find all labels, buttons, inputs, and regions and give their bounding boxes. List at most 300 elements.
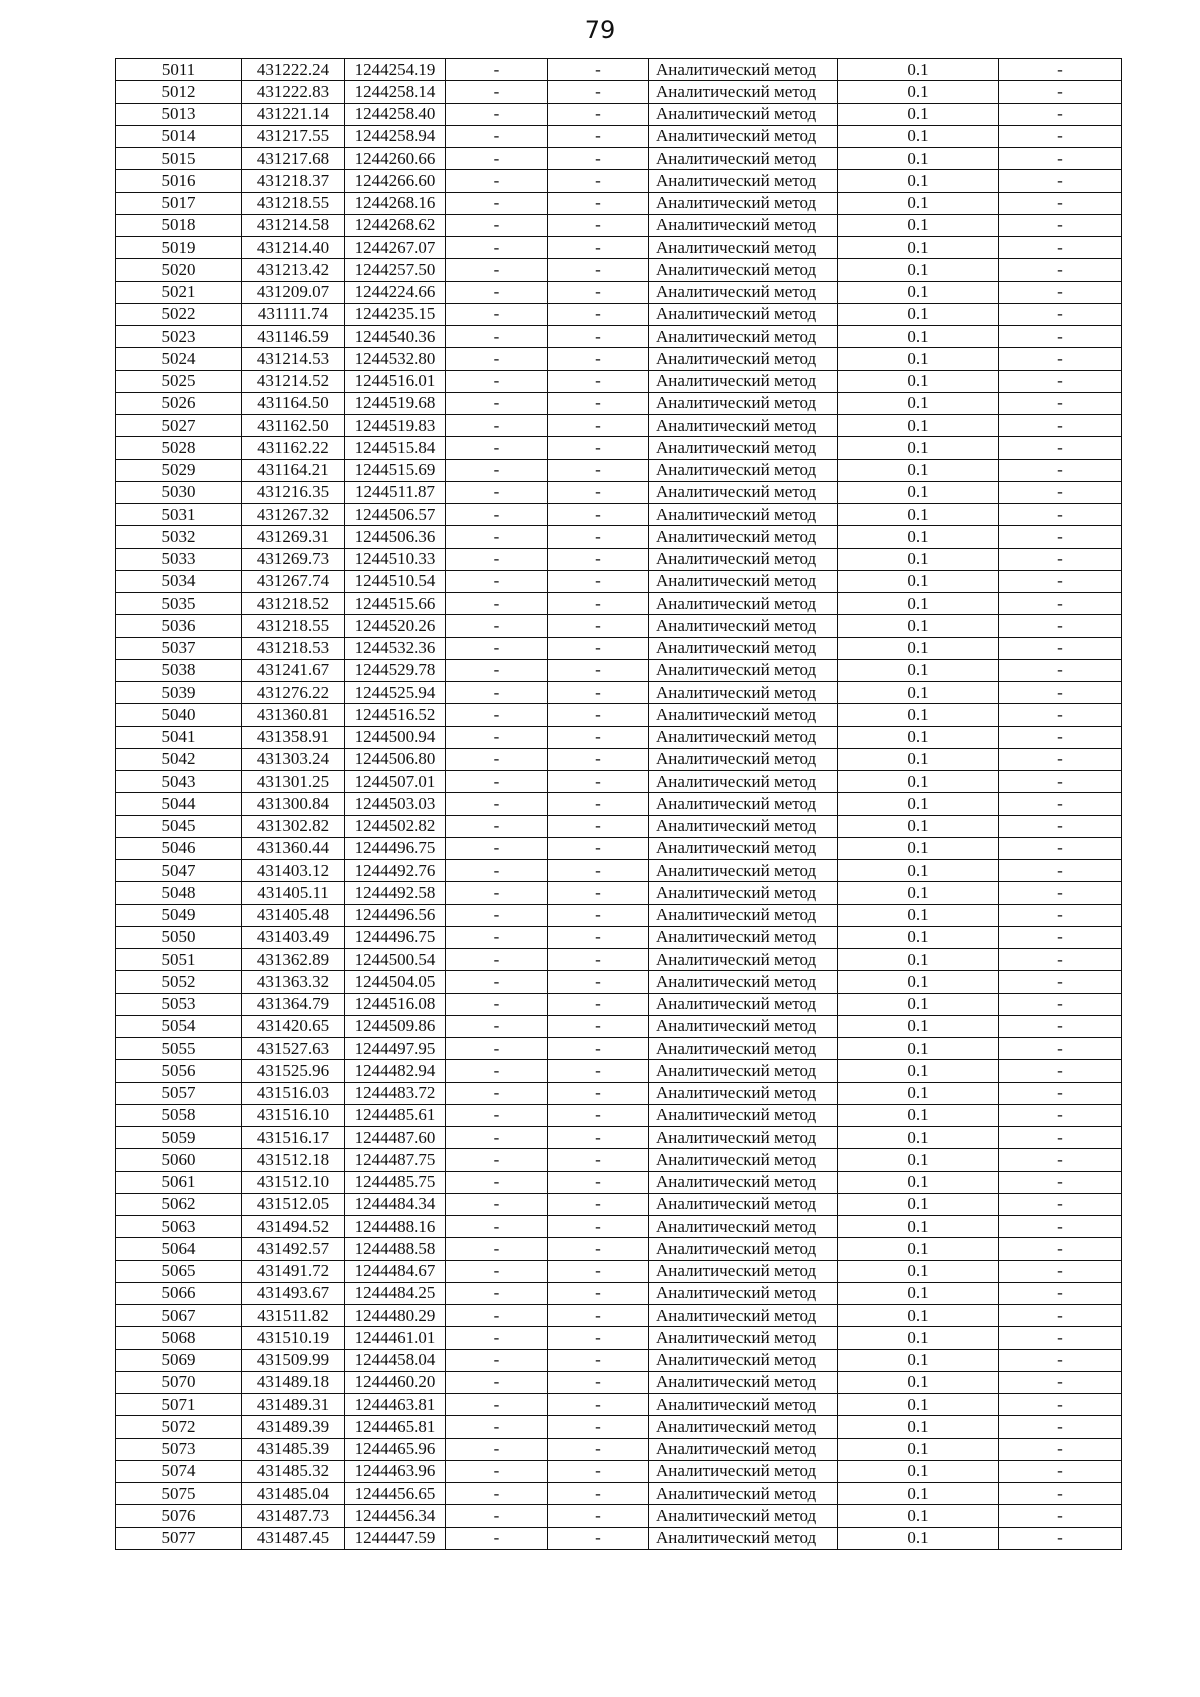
blank-value: - bbox=[548, 1483, 649, 1505]
blank-value: - bbox=[999, 659, 1122, 681]
point-number: 5023 bbox=[116, 326, 242, 348]
x-coordinate: 431516.10 bbox=[242, 1104, 345, 1126]
accuracy: 0.1 bbox=[838, 81, 999, 103]
blank-value: - bbox=[548, 1460, 649, 1482]
blank-value: - bbox=[548, 1282, 649, 1304]
accuracy: 0.1 bbox=[838, 882, 999, 904]
y-coordinate: 1244515.66 bbox=[345, 593, 446, 615]
determination-method: Аналитический метод bbox=[649, 1371, 838, 1393]
x-coordinate: 431363.32 bbox=[242, 971, 345, 993]
blank-value: - bbox=[548, 1260, 649, 1282]
x-coordinate: 431403.12 bbox=[242, 860, 345, 882]
determination-method: Аналитический метод bbox=[649, 815, 838, 837]
blank-value: - bbox=[446, 904, 548, 926]
y-coordinate: 1244485.61 bbox=[345, 1104, 446, 1126]
blank-value: - bbox=[999, 437, 1122, 459]
y-coordinate: 1244515.69 bbox=[345, 459, 446, 481]
accuracy: 0.1 bbox=[838, 1505, 999, 1527]
table-row bbox=[116, 926, 1122, 948]
accuracy: 0.1 bbox=[838, 1082, 999, 1104]
blank-value: - bbox=[999, 548, 1122, 570]
table-row bbox=[116, 125, 1122, 147]
blank-value: - bbox=[446, 1416, 548, 1438]
point-number: 5027 bbox=[116, 415, 242, 437]
accuracy: 0.1 bbox=[838, 1349, 999, 1371]
blank-value: - bbox=[548, 682, 649, 704]
x-coordinate: 431525.96 bbox=[242, 1060, 345, 1082]
y-coordinate: 1244268.62 bbox=[345, 214, 446, 236]
point-number: 5060 bbox=[116, 1149, 242, 1171]
point-number: 5048 bbox=[116, 882, 242, 904]
y-coordinate: 1244461.01 bbox=[345, 1327, 446, 1349]
blank-value: - bbox=[999, 837, 1122, 859]
accuracy: 0.1 bbox=[838, 237, 999, 259]
x-coordinate: 431302.82 bbox=[242, 815, 345, 837]
blank-value: - bbox=[548, 993, 649, 1015]
determination-method: Аналитический метод bbox=[649, 1305, 838, 1327]
table-row bbox=[116, 637, 1122, 659]
table-row bbox=[116, 1349, 1122, 1371]
accuracy: 0.1 bbox=[838, 192, 999, 214]
blank-value: - bbox=[999, 348, 1122, 370]
determination-method: Аналитический метод bbox=[649, 170, 838, 192]
x-coordinate: 431516.17 bbox=[242, 1127, 345, 1149]
table-row bbox=[116, 748, 1122, 770]
blank-value: - bbox=[548, 1416, 649, 1438]
x-coordinate: 431489.18 bbox=[242, 1371, 345, 1393]
blank-value: - bbox=[446, 570, 548, 592]
y-coordinate: 1244465.96 bbox=[345, 1438, 446, 1460]
x-coordinate: 431213.42 bbox=[242, 259, 345, 281]
y-coordinate: 1244510.33 bbox=[345, 548, 446, 570]
table-row bbox=[116, 1260, 1122, 1282]
determination-method: Аналитический метод bbox=[649, 1015, 838, 1037]
determination-method: Аналитический метод bbox=[649, 993, 838, 1015]
point-number: 5042 bbox=[116, 748, 242, 770]
determination-method: Аналитический метод bbox=[649, 281, 838, 303]
accuracy: 0.1 bbox=[838, 481, 999, 503]
determination-method: Аналитический метод bbox=[649, 570, 838, 592]
table-row bbox=[116, 570, 1122, 592]
blank-value: - bbox=[446, 437, 548, 459]
y-coordinate: 1244500.54 bbox=[345, 949, 446, 971]
accuracy: 0.1 bbox=[838, 1216, 999, 1238]
blank-value: - bbox=[446, 1260, 548, 1282]
determination-method: Аналитический метод bbox=[649, 615, 838, 637]
blank-value: - bbox=[999, 459, 1122, 481]
table-row bbox=[116, 526, 1122, 548]
table-row bbox=[116, 1127, 1122, 1149]
point-number: 5059 bbox=[116, 1127, 242, 1149]
x-coordinate: 431512.05 bbox=[242, 1193, 345, 1215]
x-coordinate: 431267.74 bbox=[242, 570, 345, 592]
blank-value: - bbox=[999, 504, 1122, 526]
point-number: 5025 bbox=[116, 370, 242, 392]
blank-value: - bbox=[548, 771, 649, 793]
x-coordinate: 431218.53 bbox=[242, 637, 345, 659]
determination-method: Аналитический метод bbox=[649, 59, 838, 81]
y-coordinate: 1244258.94 bbox=[345, 125, 446, 147]
determination-method: Аналитический метод bbox=[649, 1038, 838, 1060]
x-coordinate: 431209.07 bbox=[242, 281, 345, 303]
y-coordinate: 1244235.15 bbox=[345, 303, 446, 325]
point-number: 5049 bbox=[116, 904, 242, 926]
blank-value: - bbox=[446, 81, 548, 103]
y-coordinate: 1244509.86 bbox=[345, 1015, 446, 1037]
table-row bbox=[116, 1015, 1122, 1037]
y-coordinate: 1244504.05 bbox=[345, 971, 446, 993]
point-number: 5064 bbox=[116, 1238, 242, 1260]
blank-value: - bbox=[999, 1238, 1122, 1260]
blank-value: - bbox=[548, 214, 649, 236]
blank-value: - bbox=[548, 303, 649, 325]
blank-value: - bbox=[446, 949, 548, 971]
accuracy: 0.1 bbox=[838, 1371, 999, 1393]
x-coordinate: 431217.55 bbox=[242, 125, 345, 147]
determination-method: Аналитический метод bbox=[649, 526, 838, 548]
point-number: 5011 bbox=[116, 59, 242, 81]
accuracy: 0.1 bbox=[838, 726, 999, 748]
table-row bbox=[116, 882, 1122, 904]
blank-value: - bbox=[999, 637, 1122, 659]
y-coordinate: 1244496.75 bbox=[345, 926, 446, 948]
blank-value: - bbox=[548, 170, 649, 192]
y-coordinate: 1244258.40 bbox=[345, 103, 446, 125]
x-coordinate: 431358.91 bbox=[242, 726, 345, 748]
blank-value: - bbox=[446, 214, 548, 236]
blank-value: - bbox=[999, 593, 1122, 615]
x-coordinate: 431405.11 bbox=[242, 882, 345, 904]
y-coordinate: 1244266.60 bbox=[345, 170, 446, 192]
blank-value: - bbox=[548, 971, 649, 993]
y-coordinate: 1244465.81 bbox=[345, 1416, 446, 1438]
blank-value: - bbox=[548, 1305, 649, 1327]
blank-value: - bbox=[548, 1371, 649, 1393]
y-coordinate: 1244484.25 bbox=[345, 1282, 446, 1304]
blank-value: - bbox=[548, 1149, 649, 1171]
determination-method: Аналитический метод bbox=[649, 726, 838, 748]
accuracy: 0.1 bbox=[838, 1038, 999, 1060]
determination-method: Аналитический метод bbox=[649, 860, 838, 882]
accuracy: 0.1 bbox=[838, 1394, 999, 1416]
accuracy: 0.1 bbox=[838, 370, 999, 392]
blank-value: - bbox=[548, 326, 649, 348]
accuracy: 0.1 bbox=[838, 1015, 999, 1037]
x-coordinate: 431511.82 bbox=[242, 1305, 345, 1327]
determination-method: Аналитический метод bbox=[649, 1327, 838, 1349]
table-row bbox=[116, 1483, 1122, 1505]
determination-method: Аналитический метод bbox=[649, 704, 838, 726]
blank-value: - bbox=[999, 1416, 1122, 1438]
blank-value: - bbox=[999, 1438, 1122, 1460]
y-coordinate: 1244484.34 bbox=[345, 1193, 446, 1215]
blank-value: - bbox=[548, 1505, 649, 1527]
blank-value: - bbox=[446, 860, 548, 882]
determination-method: Аналитический метод bbox=[649, 125, 838, 147]
x-coordinate: 431162.50 bbox=[242, 415, 345, 437]
table-row bbox=[116, 1527, 1122, 1549]
accuracy: 0.1 bbox=[838, 1438, 999, 1460]
blank-value: - bbox=[548, 392, 649, 414]
blank-value: - bbox=[999, 392, 1122, 414]
x-coordinate: 431489.39 bbox=[242, 1416, 345, 1438]
accuracy: 0.1 bbox=[838, 904, 999, 926]
determination-method: Аналитический метод bbox=[649, 882, 838, 904]
point-number: 5069 bbox=[116, 1349, 242, 1371]
point-number: 5050 bbox=[116, 926, 242, 948]
y-coordinate: 1244482.94 bbox=[345, 1060, 446, 1082]
blank-value: - bbox=[999, 1060, 1122, 1082]
blank-value: - bbox=[999, 1149, 1122, 1171]
y-coordinate: 1244257.50 bbox=[345, 259, 446, 281]
x-coordinate: 431269.31 bbox=[242, 526, 345, 548]
table-row bbox=[116, 1060, 1122, 1082]
blank-value: - bbox=[999, 1127, 1122, 1149]
table-row bbox=[116, 1216, 1122, 1238]
blank-value: - bbox=[446, 148, 548, 170]
x-coordinate: 431214.52 bbox=[242, 370, 345, 392]
blank-value: - bbox=[999, 993, 1122, 1015]
blank-value: - bbox=[548, 1127, 649, 1149]
point-number: 5016 bbox=[116, 170, 242, 192]
accuracy: 0.1 bbox=[838, 1416, 999, 1438]
blank-value: - bbox=[999, 971, 1122, 993]
blank-value: - bbox=[999, 1371, 1122, 1393]
blank-value: - bbox=[446, 192, 548, 214]
x-coordinate: 431509.99 bbox=[242, 1349, 345, 1371]
point-number: 5043 bbox=[116, 771, 242, 793]
accuracy: 0.1 bbox=[838, 348, 999, 370]
y-coordinate: 1244500.94 bbox=[345, 726, 446, 748]
blank-value: - bbox=[999, 904, 1122, 926]
table-row bbox=[116, 793, 1122, 815]
blank-value: - bbox=[999, 81, 1122, 103]
determination-method: Аналитический метод bbox=[649, 1171, 838, 1193]
determination-method: Аналитический метод bbox=[649, 192, 838, 214]
blank-value: - bbox=[548, 1394, 649, 1416]
point-number: 5041 bbox=[116, 726, 242, 748]
blank-value: - bbox=[548, 1438, 649, 1460]
accuracy: 0.1 bbox=[838, 415, 999, 437]
point-number: 5055 bbox=[116, 1038, 242, 1060]
y-coordinate: 1244487.75 bbox=[345, 1149, 446, 1171]
blank-value: - bbox=[446, 103, 548, 125]
table-row bbox=[116, 437, 1122, 459]
y-coordinate: 1244496.56 bbox=[345, 904, 446, 926]
determination-method: Аналитический метод bbox=[649, 1082, 838, 1104]
table-row bbox=[116, 1394, 1122, 1416]
determination-method: Аналитический метод bbox=[649, 214, 838, 236]
point-number: 5046 bbox=[116, 837, 242, 859]
point-number: 5022 bbox=[116, 303, 242, 325]
blank-value: - bbox=[548, 1216, 649, 1238]
blank-value: - bbox=[548, 815, 649, 837]
table-row bbox=[116, 148, 1122, 170]
blank-value: - bbox=[999, 793, 1122, 815]
blank-value: - bbox=[548, 59, 649, 81]
point-number: 5017 bbox=[116, 192, 242, 214]
blank-value: - bbox=[999, 1038, 1122, 1060]
accuracy: 0.1 bbox=[838, 1483, 999, 1505]
point-number: 5062 bbox=[116, 1193, 242, 1215]
point-number: 5018 bbox=[116, 214, 242, 236]
blank-value: - bbox=[446, 1349, 548, 1371]
blank-value: - bbox=[446, 526, 548, 548]
y-coordinate: 1244506.57 bbox=[345, 504, 446, 526]
x-coordinate: 431360.81 bbox=[242, 704, 345, 726]
y-coordinate: 1244267.07 bbox=[345, 237, 446, 259]
x-coordinate: 431494.52 bbox=[242, 1216, 345, 1238]
blank-value: - bbox=[999, 771, 1122, 793]
blank-value: - bbox=[999, 1015, 1122, 1037]
y-coordinate: 1244456.34 bbox=[345, 1505, 446, 1527]
x-coordinate: 431269.73 bbox=[242, 548, 345, 570]
x-coordinate: 431420.65 bbox=[242, 1015, 345, 1037]
point-number: 5052 bbox=[116, 971, 242, 993]
blank-value: - bbox=[446, 726, 548, 748]
point-number: 5015 bbox=[116, 148, 242, 170]
blank-value: - bbox=[999, 281, 1122, 303]
table-row bbox=[116, 1505, 1122, 1527]
blank-value: - bbox=[999, 59, 1122, 81]
point-number: 5020 bbox=[116, 259, 242, 281]
determination-method: Аналитический метод bbox=[649, 504, 838, 526]
blank-value: - bbox=[999, 815, 1122, 837]
blank-value: - bbox=[446, 1505, 548, 1527]
blank-value: - bbox=[446, 1149, 548, 1171]
determination-method: Аналитический метод bbox=[649, 415, 838, 437]
table-row bbox=[116, 170, 1122, 192]
point-number: 5026 bbox=[116, 392, 242, 414]
table-row bbox=[116, 993, 1122, 1015]
accuracy: 0.1 bbox=[838, 214, 999, 236]
point-number: 5075 bbox=[116, 1483, 242, 1505]
accuracy: 0.1 bbox=[838, 704, 999, 726]
x-coordinate: 431217.68 bbox=[242, 148, 345, 170]
blank-value: - bbox=[999, 326, 1122, 348]
blank-value: - bbox=[999, 882, 1122, 904]
y-coordinate: 1244516.08 bbox=[345, 993, 446, 1015]
y-coordinate: 1244492.76 bbox=[345, 860, 446, 882]
table-row bbox=[116, 704, 1122, 726]
accuracy: 0.1 bbox=[838, 771, 999, 793]
accuracy: 0.1 bbox=[838, 526, 999, 548]
table-row bbox=[116, 904, 1122, 926]
blank-value: - bbox=[446, 481, 548, 503]
x-coordinate: 431300.84 bbox=[242, 793, 345, 815]
blank-value: - bbox=[999, 303, 1122, 325]
accuracy: 0.1 bbox=[838, 125, 999, 147]
blank-value: - bbox=[446, 1327, 548, 1349]
blank-value: - bbox=[446, 1438, 548, 1460]
y-coordinate: 1244515.84 bbox=[345, 437, 446, 459]
point-number: 5077 bbox=[116, 1527, 242, 1549]
blank-value: - bbox=[999, 704, 1122, 726]
blank-value: - bbox=[446, 326, 548, 348]
point-number: 5040 bbox=[116, 704, 242, 726]
determination-method: Аналитический метод bbox=[649, 259, 838, 281]
y-coordinate: 1244268.16 bbox=[345, 192, 446, 214]
point-number: 5068 bbox=[116, 1327, 242, 1349]
y-coordinate: 1244447.59 bbox=[345, 1527, 446, 1549]
table-row bbox=[116, 1238, 1122, 1260]
blank-value: - bbox=[999, 1527, 1122, 1549]
point-number: 5012 bbox=[116, 81, 242, 103]
table-row bbox=[116, 1327, 1122, 1349]
determination-method: Аналитический метод bbox=[649, 1460, 838, 1482]
accuracy: 0.1 bbox=[838, 548, 999, 570]
point-number: 5061 bbox=[116, 1171, 242, 1193]
blank-value: - bbox=[548, 593, 649, 615]
blank-value: - bbox=[999, 726, 1122, 748]
table-row bbox=[116, 459, 1122, 481]
blank-value: - bbox=[999, 860, 1122, 882]
y-coordinate: 1244260.66 bbox=[345, 148, 446, 170]
blank-value: - bbox=[446, 348, 548, 370]
blank-value: - bbox=[446, 259, 548, 281]
blank-value: - bbox=[446, 815, 548, 837]
table-row bbox=[116, 615, 1122, 637]
y-coordinate: 1244507.01 bbox=[345, 771, 446, 793]
table-row bbox=[116, 370, 1122, 392]
blank-value: - bbox=[999, 1193, 1122, 1215]
blank-value: - bbox=[446, 125, 548, 147]
accuracy: 0.1 bbox=[838, 682, 999, 704]
determination-method: Аналитический метод bbox=[649, 1438, 838, 1460]
y-coordinate: 1244488.16 bbox=[345, 1216, 446, 1238]
determination-method: Аналитический метод bbox=[649, 682, 838, 704]
determination-method: Аналитический метод bbox=[649, 593, 838, 615]
point-number: 5014 bbox=[116, 125, 242, 147]
blank-value: - bbox=[548, 1238, 649, 1260]
x-coordinate: 431218.52 bbox=[242, 593, 345, 615]
y-coordinate: 1244516.01 bbox=[345, 370, 446, 392]
blank-value: - bbox=[446, 615, 548, 637]
y-coordinate: 1244503.03 bbox=[345, 793, 446, 815]
y-coordinate: 1244540.36 bbox=[345, 326, 446, 348]
blank-value: - bbox=[548, 504, 649, 526]
point-number: 5053 bbox=[116, 993, 242, 1015]
x-coordinate: 431512.10 bbox=[242, 1171, 345, 1193]
x-coordinate: 431362.89 bbox=[242, 949, 345, 971]
table-row bbox=[116, 392, 1122, 414]
accuracy: 0.1 bbox=[838, 59, 999, 81]
determination-method: Аналитический метод bbox=[649, 348, 838, 370]
point-number: 5047 bbox=[116, 860, 242, 882]
accuracy: 0.1 bbox=[838, 1238, 999, 1260]
blank-value: - bbox=[548, 1171, 649, 1193]
page-number: 79 bbox=[584, 16, 616, 44]
determination-method: Аналитический метод bbox=[649, 1238, 838, 1260]
table-row bbox=[116, 81, 1122, 103]
table-row bbox=[116, 1104, 1122, 1126]
table-row bbox=[116, 1082, 1122, 1104]
y-coordinate: 1244463.96 bbox=[345, 1460, 446, 1482]
blank-value: - bbox=[999, 1082, 1122, 1104]
y-coordinate: 1244480.29 bbox=[345, 1305, 446, 1327]
accuracy: 0.1 bbox=[838, 570, 999, 592]
determination-method: Аналитический метод bbox=[649, 103, 838, 125]
point-number: 5072 bbox=[116, 1416, 242, 1438]
x-coordinate: 431164.21 bbox=[242, 459, 345, 481]
x-coordinate: 431214.58 bbox=[242, 214, 345, 236]
determination-method: Аналитический метод bbox=[649, 1060, 838, 1082]
point-number: 5066 bbox=[116, 1282, 242, 1304]
point-number: 5013 bbox=[116, 103, 242, 125]
accuracy: 0.1 bbox=[838, 860, 999, 882]
x-coordinate: 431162.22 bbox=[242, 437, 345, 459]
blank-value: - bbox=[446, 1238, 548, 1260]
